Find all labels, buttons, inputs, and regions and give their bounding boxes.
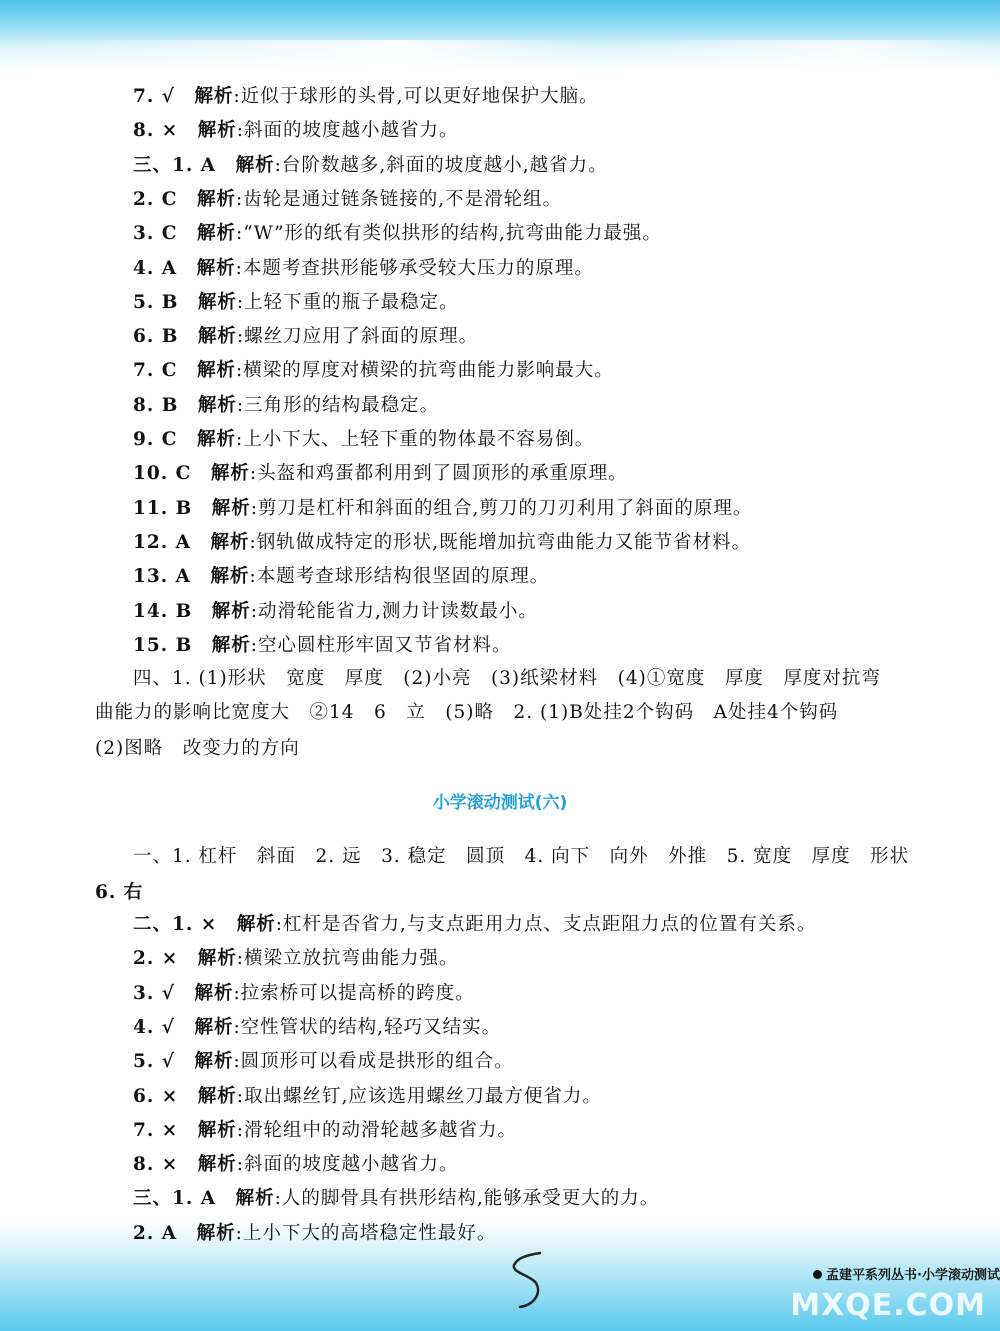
answer-line: [133, 944, 459, 970]
answer-line: [133, 322, 478, 348]
analysis-text: :横梁立放抗弯曲能力强。: [236, 948, 459, 970]
answer-number: 8. ×: [133, 1154, 179, 1176]
answer-number: 2. C: [133, 188, 178, 210]
answer-number: 7. √: [133, 86, 175, 107]
analysis-label: 解析: [235, 1188, 275, 1210]
analysis-label: 解析: [211, 497, 251, 519]
top-decorative-band: [0, 0, 1000, 70]
analysis-text: :杠杆是否省力,与支点距用力点、支点距阻力点的位置有关系。: [275, 914, 817, 935]
answer-line: [133, 151, 608, 177]
answer-line: [133, 116, 459, 142]
answer-number: 4. A: [133, 257, 178, 279]
analysis-label: 解析: [211, 600, 251, 622]
analysis-label: 解析: [197, 1154, 237, 1176]
answer-number: 8. ×: [133, 120, 179, 142]
answer-number: 5. √: [133, 1051, 175, 1073]
analysis-text: :动滑轮能省力,测力计读数最小。: [250, 600, 538, 622]
answer-number: 6. B: [133, 326, 179, 348]
part1-line2: 6. 右: [95, 882, 144, 903]
analysis-label: 解析: [197, 326, 237, 348]
analysis-label: 解析: [197, 429, 237, 450]
analysis-text: :三角形的结构最稳定。: [236, 394, 440, 416]
answer-number: 三、1. A: [133, 154, 217, 176]
analysis-label: 解析: [194, 86, 234, 107]
analysis-label: 解析: [197, 120, 237, 142]
answer-number: 15. B: [133, 634, 193, 656]
handwritten-mark: [500, 1245, 560, 1315]
analysis-text: :头盔和鸡蛋都利用到了圆顶形的承重原理。: [249, 463, 628, 485]
section4-line3: (2)图略 改变力的方向: [95, 738, 300, 759]
answer-line: [133, 1219, 496, 1245]
answer-number: 三、1. A: [133, 1188, 217, 1210]
section-title: 小学滚动测试(六): [432, 793, 568, 813]
analysis-label: 解析: [194, 1051, 234, 1073]
analysis-text: :空性管状的结构,轻巧又结实。: [233, 1016, 502, 1038]
answer-line: [133, 1082, 602, 1108]
analysis-text: :近似于球形的头骨,可以更好地保护大脑。: [233, 86, 599, 107]
analysis-label: 解析: [194, 1016, 234, 1038]
answer-line: [133, 562, 549, 588]
analysis-label: 解析: [210, 566, 250, 588]
analysis-text: :滑轮组中的动滑轮越多越省力。: [236, 1119, 518, 1141]
analysis-text: :螺丝刀应用了斜面的原理。: [236, 326, 479, 348]
watermark: MXQE.COM: [790, 1288, 986, 1323]
analysis-label: 解析: [235, 154, 275, 176]
analysis-label: 解析: [236, 914, 276, 935]
analysis-text: :剪刀是杠杆和斜面的组合,剪刀的刀刃利用了斜面的原理。: [250, 497, 753, 519]
answer-line: [133, 1150, 459, 1176]
section4-line1: 四、1. (1)形状 宽度 厚度 (2)小亮 (3)纸梁材料 (4)①宽度 厚度 厚度对抗弯: [133, 668, 881, 689]
answer-number: 二、1. ×: [133, 914, 218, 935]
analysis-text: :本题考查球形结构很坚固的原理。: [249, 566, 550, 588]
analysis-label: 解析: [196, 257, 236, 279]
analysis-text: :本题考查拱形能够承受较大压力的原理。: [235, 257, 594, 279]
answer-line: [133, 82, 599, 108]
answer-line: [133, 219, 662, 245]
answer-number: 10. C: [133, 463, 192, 485]
analysis-text: :钢轨做成特定的形状,既能增加抗弯曲能力又能节省材料。: [249, 531, 752, 553]
analysis-text: :上轻下重的瓶子最稳定。: [236, 291, 459, 313]
answer-number: 3. √: [133, 982, 175, 1004]
footer-brand-text: 孟建平系列丛书·小学滚动测试: [826, 1268, 1000, 1283]
answer-line: [133, 1013, 501, 1039]
answer-number: 5. B: [133, 291, 179, 313]
analysis-label: 解析: [210, 463, 250, 485]
answer-number: 4. √: [133, 1016, 175, 1038]
analysis-text: :齿轮是通过链条链接的,不是滑轮组。: [236, 188, 563, 210]
analysis-label: 解析: [197, 1085, 237, 1107]
answer-line: [133, 185, 562, 211]
analysis-text: :空心圆柱形牢固又节省材料。: [250, 634, 512, 656]
answer-line: [133, 1047, 514, 1073]
analysis-text: :上小下大、上轻下重的物体最不容易倒。: [236, 429, 595, 450]
answer-number: 2. A: [133, 1222, 178, 1244]
analysis-label: 解析: [197, 948, 237, 970]
answer-number: 2. ×: [133, 948, 179, 970]
analysis-label: 解析: [197, 1119, 237, 1141]
answer-number: 6. ×: [133, 1085, 179, 1107]
analysis-text: :台阶数越多,斜面的坡度越小,越省力。: [274, 154, 608, 176]
analysis-label: 解析: [197, 223, 237, 245]
footer-brand: [813, 1264, 1000, 1283]
analysis-text: :横梁的厚度对横梁的抗弯曲能力影响最大。: [236, 360, 614, 382]
analysis-label: 解析: [196, 1222, 236, 1244]
answer-number: 13. A: [133, 566, 191, 588]
analysis-text: :拉索桥可以提高桥的跨度。: [233, 982, 475, 1004]
answer-number: 14. B: [133, 600, 193, 622]
answer-line: [133, 425, 594, 451]
answer-line: [133, 979, 475, 1005]
answer-line: [133, 597, 538, 623]
bullet-dot-icon: [813, 1270, 822, 1279]
answer-number: 9. C: [133, 429, 178, 450]
analysis-label: 解析: [194, 982, 234, 1004]
answer-line: [133, 1184, 659, 1210]
analysis-label: 解析: [197, 394, 237, 416]
answer-number: 11. B: [133, 497, 193, 519]
answer-number: 8. B: [133, 394, 179, 416]
section4-line2: 曲能力的影响比宽度大 ②14 6 立 (5)略 2. (1)B处挂2个钩码 A处挂4个钩码: [95, 702, 839, 723]
answer-number: 3. C: [133, 223, 178, 245]
answer-line: [133, 528, 751, 554]
analysis-text: :圆顶形可以看成是拱形的组合。: [233, 1051, 514, 1073]
analysis-label: 解析: [210, 531, 250, 553]
answer-line: [133, 494, 752, 520]
answer-line: [133, 391, 439, 417]
answer-line: [133, 910, 816, 936]
analysis-label: 解析: [197, 188, 237, 210]
answer-line: [133, 356, 614, 382]
answer-line: [133, 631, 512, 657]
analysis-text: :上小下大的高塔稳定性最好。: [235, 1222, 497, 1244]
analysis-text: :斜面的坡度越小越省力。: [236, 1154, 459, 1176]
answer-number: 7. ×: [133, 1119, 179, 1141]
analysis-label: 解析: [197, 360, 237, 382]
answer-line: [133, 1116, 517, 1142]
answer-line: [133, 459, 628, 485]
analysis-text: :“W”形的纸有类似拱形的结构,抗弯曲能力最强。: [236, 223, 662, 245]
analysis-label: 解析: [211, 634, 251, 656]
answer-line: [133, 288, 459, 314]
answer-line: [133, 254, 594, 280]
analysis-text: :斜面的坡度越小越省力。: [236, 120, 459, 142]
answer-number: 12. A: [133, 531, 191, 553]
analysis-text: :人的脚骨具有拱形结构,能够承受更大的力。: [274, 1188, 660, 1210]
part1-line1: 一、1. 杠杆 斜面 2. 远 3. 稳定 圆顶 4. 向下 向外 外推 5. 宽度 厚度 形状: [133, 846, 910, 867]
analysis-text: :取出螺丝钉,应该选用螺丝刀最方便省力。: [236, 1085, 602, 1107]
analysis-label: 解析: [197, 291, 237, 313]
answer-number: 7. C: [133, 360, 178, 382]
